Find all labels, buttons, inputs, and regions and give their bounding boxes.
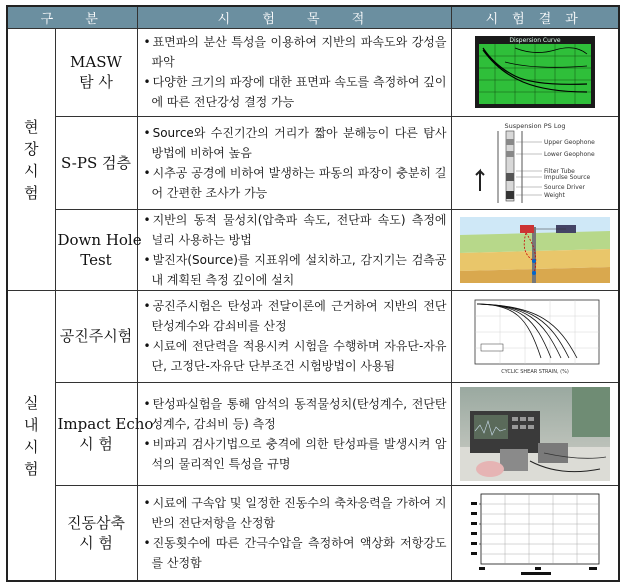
test-purpose [137,290,451,382]
table-row [7,290,619,382]
suspension-ps-log-image [460,121,610,205]
svg-text:Suspension PS Log: Suspension PS Log [504,121,566,130]
list-item: • 시추공 공경에 비하여 발생하는 파동의 파장이 충분히 길어 간편한 조사가 가능 [144,163,447,203]
test-purpose [137,382,451,485]
list-item: • 공진주시험은 탄성과 전달이론에 근거하여 지반의 전단탄성계수와 감쇠비를 산정 [144,296,447,336]
table-row [7,382,619,485]
list-item: • 발진자(Source)를 지표위에 설치하고, 감지기는 검측공내 계획된 측정 깊이에 설치 [144,250,447,290]
table-row [7,485,619,581]
test-purpose [137,485,451,581]
impact-echo-photo [460,387,610,481]
list-item: • 비파괴 검사기법으로 충격에 의한 탄성파를 발생시켜 암석의 물리적인 특성을 규명 [144,434,447,474]
result-figure-impact-echo [451,382,619,485]
header-category: 구 분 [7,6,137,28]
test-name: 공진주시험 [55,290,137,382]
header-row [7,6,619,28]
svg-text:Filter Tube: Filter Tube [543,167,575,175]
table-row [7,116,619,209]
test-purpose [137,209,451,290]
test-summary-table [6,5,620,582]
list-item: • 진동횟수에 따른 간극수압을 측정하여 액상화 저항강도를 산정함 [144,533,447,573]
result-figure-resonant [451,290,619,382]
test-name: Down Hole Test [55,209,137,290]
category-field: 현 장 시 험 [7,28,55,290]
result-figure-masw [451,28,619,116]
test-purpose [137,28,451,116]
svg-text:Source Driver: Source Driver [543,183,585,191]
test-name: 진동삼축 시 험 [55,485,137,581]
svg-text:Impulse Source: Impulse Source [543,173,590,181]
list-item: • 시료에 구속압 및 일정한 진동수의 축차응력을 가하여 지반의 전단저항을 산정함 [144,493,447,533]
dispersion-curve-image [475,36,595,108]
list-item: • 다양한 크기의 파장에 대한 표면파 속도를 측정하여 깊이에 따른 전단강성 결정 가능 [144,72,447,112]
cyclic-stress-plot-image [465,490,605,576]
svg-text:Lower Geophone: Lower Geophone [543,150,595,158]
list-item: • 시료에 전단력을 적용시켜 시험을 수행하며 자유단-자유단, 고정단-자유단 단부조건 시험방법이 사용됨 [144,336,447,376]
svg-text:Upper Geophone: Upper Geophone [543,138,595,146]
svg-text:Weight: Weight [543,191,565,199]
test-purpose [137,116,451,209]
list-item: • 표면파의 분산 특성을 이용하여 지반의 파속도와 강성을 파악 [144,32,447,72]
test-name: Impact Echo 시 험 [55,382,137,485]
table-row [7,28,619,116]
downhole-test-image [460,217,610,283]
list-item: • Source와 수진기간의 거리가 짧아 분해능이 다른 탐사방법에 비하여 높음 [144,123,447,163]
modulus-reduction-image [465,296,605,376]
svg-text:Dispersion Curve: Dispersion Curve [509,37,561,44]
result-figure-downhole [451,209,619,290]
result-figure-cyclic-triaxial [451,485,619,581]
result-figure-sps [451,116,619,209]
category-lab: 실 내 시 험 [7,290,55,581]
header-purpose: 시 험 목 적 [137,6,451,28]
header-result: 시험결과 [451,6,619,28]
table-row [7,209,619,290]
test-name: S-PS 검층 [55,116,137,209]
test-name: MASW 탐 사 [55,28,137,116]
svg-text:CYCLIC SHEAR STRAIN, (%): CYCLIC SHEAR STRAIN, (%) [500,369,569,375]
list-item: • 지반의 동적 물성치(압축파 속도, 전단파 속도) 측정에 널리 사용하는 방법 [144,210,447,250]
list-item: • 탄성파실험을 통해 암석의 동적물성치(탄성계수, 전단탄성계수, 감쇠비 등) 측정 [144,394,447,434]
